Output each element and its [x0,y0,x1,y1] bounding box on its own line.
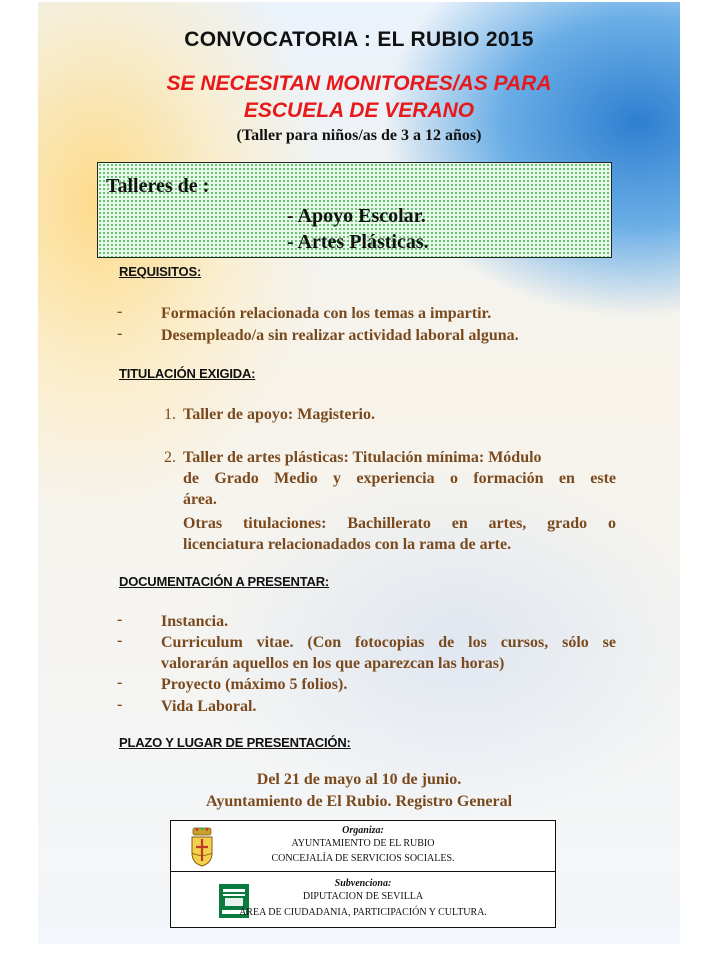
requisito-item: Desempleado/a sin realizar actividad laboral alguna. [161,327,519,344]
bullet-dash: - [117,696,123,713]
titulacion-item-2-line: licenciatura relacionadados con la rama de arte. [183,536,512,553]
titulacion-item-2-line: área. [183,491,217,508]
documentacion-heading: DOCUMENTACIÓN A PRESENTAR: [119,574,330,589]
requisito-item: Formación relacionada con los temas a impartir. [161,305,492,322]
documentacion-item: Instancia. [161,613,229,630]
subvenciona-line: DIPUTACION DE SEVILLA [302,891,424,902]
documentacion-item-continuation: valorarán aquellos en los que aparezcan las horas) [161,655,505,672]
titulacion-item-2-line: Otras titulaciones: Bachillerato en artes, grado o [183,515,616,532]
bullet-dash: - [117,611,123,628]
bullet-dash: - [117,632,123,649]
organiza-line: CONCEJALÍA DE SERVICIOS SOCIALES. [271,853,455,864]
documentacion-item: Proyecto (máximo 5 folios). [161,676,348,693]
footer-divider [171,871,555,872]
titulacion-heading: TITULACIÓN EXIGIDA: [119,366,256,381]
taller-item-artes: - Artes Plásticas. [287,231,429,253]
bullet-dash: - [117,674,123,691]
flyer-title: CONVOCATORIA : EL RUBIO 2015 [184,28,534,51]
taller-item-apoyo: - Apoyo Escolar. [287,205,426,227]
documentacion-item: Vida Laboral. [161,698,257,715]
talleres-heading: Talleres de : [106,175,210,197]
titulacion-item-2-line: Taller de artes plásticas: Titulación mínima: Módulo [183,449,542,466]
plazo-heading: PLAZO Y LUGAR DE PRESENTACIÓN: [119,735,351,750]
talleres-box [97,162,612,258]
subvenciona-line: ÁREA DE CIUDADANIA, PARTICIPACIÓN Y CULTURA. [239,907,487,918]
flyer-page [38,2,680,944]
bullet-dash: - [117,325,123,342]
plazo-place: Ayuntamiento de El Rubio. Registro General [205,793,513,810]
titulacion-item-2-line: de Grado Medio y experiencia o formación en este [183,470,616,487]
subvenciona-label: Subvenciona: [334,878,392,889]
organiza-label: Organiza: [342,825,384,836]
headline-line-2: ESCUELA DE VERANO [243,99,475,122]
requisitos-heading: REQUISITOS: [119,264,202,279]
bullet-dash: - [117,303,123,320]
titulacion-number: 1. [164,406,176,423]
plazo-dates: Del 21 de mayo al 10 de junio. [256,771,462,788]
documentacion-item: Curriculum vitae. (Con fotocopias de los cursos, sólo se [161,634,616,651]
titulacion-number: 2. [164,449,176,466]
subtitle: (Taller para niños/as de 3 a 12 años) [236,127,482,144]
organiza-line: AYUNTAMIENTO DE EL RUBIO [291,838,435,849]
headline-line-1: SE NECESITAN MONITORES/AS PARA [166,72,552,95]
titulacion-item-1: Taller de apoyo: Magisterio. [183,406,375,423]
sponsors-box [170,820,556,928]
